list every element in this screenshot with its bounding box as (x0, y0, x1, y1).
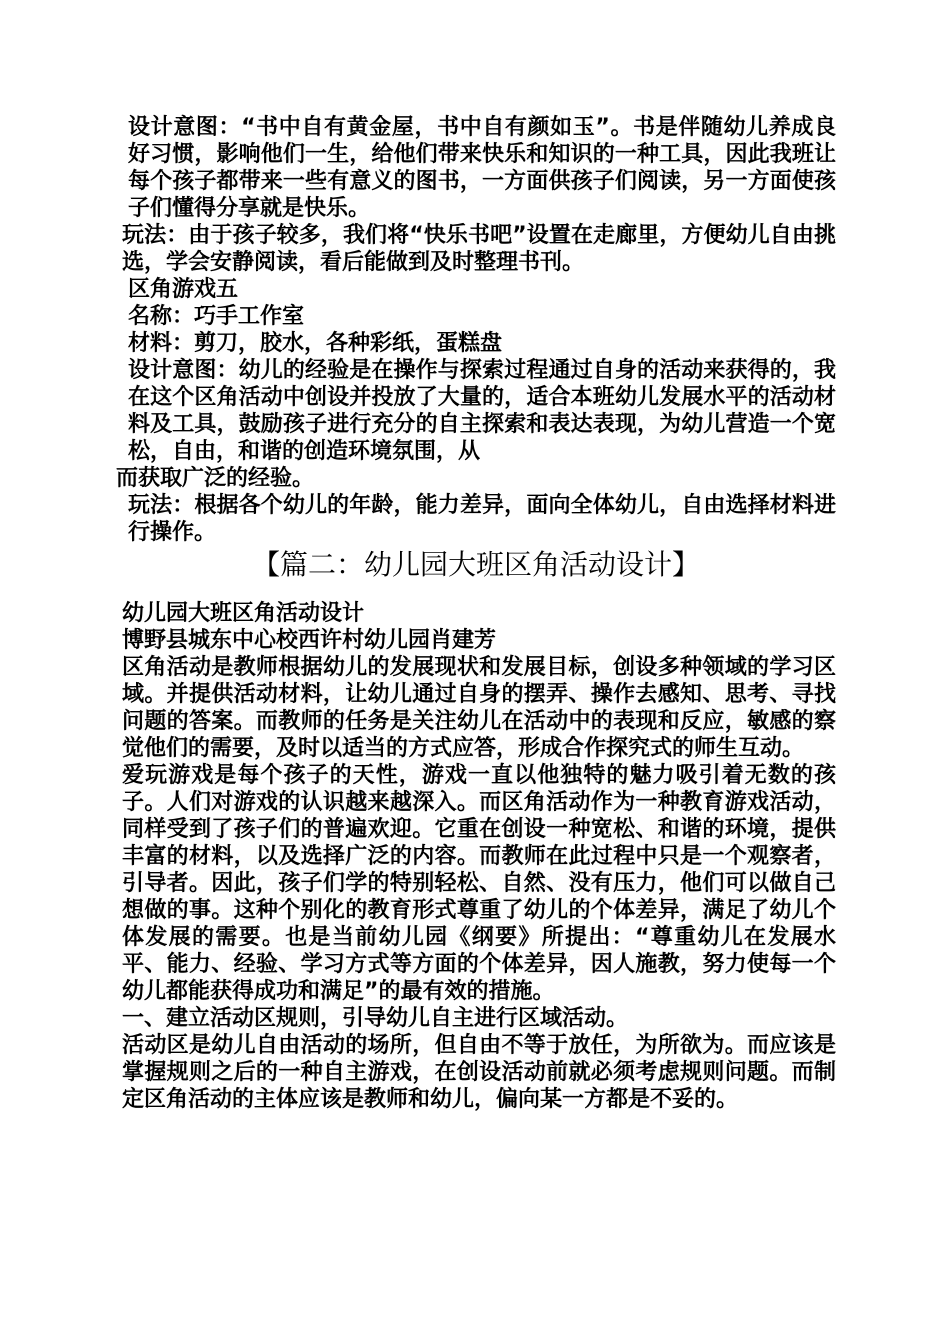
game5-materials: 材料：剪刀，胶水，各种彩纸，蛋糕盘 (128, 331, 503, 356)
play-method-paragraph: 玩法：由于孩子较多，我们将“快乐书吧”设置在走廊里，方便幼儿自由挑选，学会安静阅读，看后能做到及时整理书刊。 (122, 223, 836, 275)
game5-play-method: 玩法：根据各个幼儿的年龄，能力差异，面向全体幼儿，自由选择材料进行操作。 (128, 493, 836, 545)
paragraph-intro: 区角活动是教师根据幼儿的发展现状和发展目标，创设多种领域的学习区域。并提供活动材料，让幼儿通过自身的摆弄、操作去感知、思考、寻找问题的答案。而教师的任务是关注幼儿在活动中的表现和反应，敏感的察觉他们的需要，及时以适当的方式应答，形成合作探究式的师生互动。 (122, 655, 836, 761)
game5-design-intent-continued: 而获取广泛的经验。 (116, 466, 315, 491)
article-title: 幼儿园大班区角活动设计 (122, 601, 365, 626)
document-page (116, 114, 836, 1113)
article-author: 博野县城东中心校西许村幼儿园肖建芳 (122, 628, 497, 653)
paragraph-rules: 活动区是幼儿自由活动的场所，但自由不等于放任，为所欲为。而应该是掌握规则之后的一种自主游戏，在创设活动前就必须考虑规则问题。而制定区角活动的主体应该是教师和幼儿，偏向某一方都是不妥的。 (122, 1033, 836, 1112)
design-intent-paragraph: 设计意图：“书中自有黄金屋，书中自有颜如玉”。书是伴随幼儿养成良好习惯，影响他们一生，给他们带来快乐和知识的一种工具，因此我班让每个孩子都带来一些有意义的图书，一方面供孩子们阅读，另一方面使孩子们懂得分享就是快乐。 (128, 115, 836, 221)
section-heading: 【篇二：幼儿园大班区角活动设计】 (251, 548, 700, 581)
paragraph-play: 爱玩游戏是每个孩子的天性，游戏一直以他独特的魅力吸引着无数的孩子。人们对游戏的认识越来越深入。而区角活动作为一种教育游戏活动，同样受到了孩子们的普遍欢迎。它重在创设一种宽松、和谐的环境，提供丰富的材料，以及选择广泛的内容。而教师在此过程中只是一个观察者，引导者。因此，孩子们学的特别轻松、自然、没有压力，他们可以做自己想做的事。这种个别化的教育形式尊重了幼儿的个体差异，满足了幼儿个体发展的需要。也是当前幼儿园《纲要》所提出：“尊重幼儿在发展水平、能力、经验、学习方式等方面的个体差异，因人施教，努力使每一个幼儿都能获得成功和满足”的最有效的措施。 (122, 763, 836, 1004)
game5-title: 区角游戏五 (128, 277, 239, 302)
subheading-rules: 一、建立活动区规则，引导幼儿自主进行区域活动。 (122, 1006, 629, 1031)
game5-name: 名称：巧手工作室 (128, 304, 305, 329)
game5-design-intent: 设计意图：幼儿的经验是在操作与探索过程通过自身的活动来获得的，我在这个区角活动中创设并投放了大量的，适合本班幼儿发展水平的活动材料及工具，鼓励孩子进行充分的自主探索和表达表现，为幼儿营造一个宽松，自由，和谐的创造环境氛围，从 (128, 358, 836, 464)
